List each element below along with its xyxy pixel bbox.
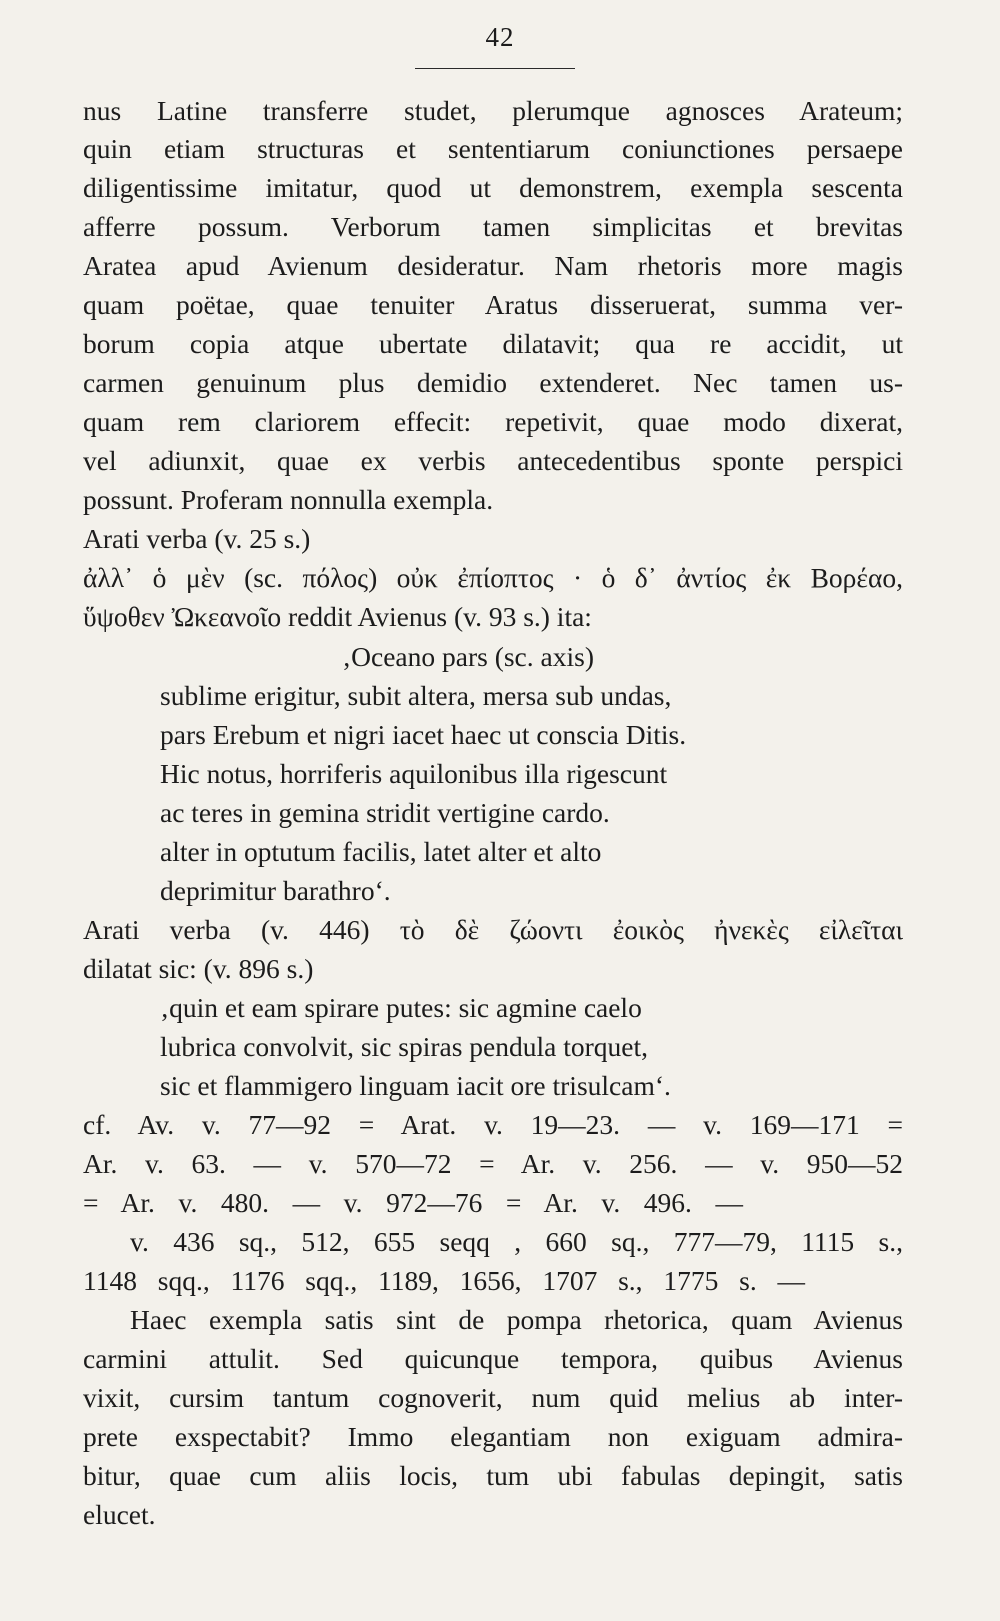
reference-line: 1148 sqq., 1176 sqq., 1189, 1656, 1707 s., 1775 s. — (83, 1265, 805, 1296)
quote-line: alter in optutum facilis, latet alter et alto (160, 836, 602, 867)
text-line: Aratea apud Avienum desideratur. Nam rhetoris more magis (83, 250, 903, 281)
reference-line: v. 436 sq., 512, 655 seqq , 660 sq., 777—79, 1115 s., (130, 1226, 903, 1257)
quote-line: ‚Oceano pars (sc. axis) (342, 641, 594, 672)
text-line: prete exspectabit? Immo elegantiam non exiguam admira- (83, 1421, 903, 1452)
text-line: Arati verba (v. 446) τὸ δὲ ζώοντι ἐοικὸς ἠνεκὲς εἰλεῖται (83, 914, 903, 945)
quote-line: pars Erebum et nigri iacet haec ut conscia Ditis. (160, 719, 687, 750)
quote-line: sic et flammigero linguam iacit ore trisulcam‘. (160, 1070, 671, 1101)
quote-line: deprimitur barathro‘. (160, 875, 391, 906)
text-line: vixit, cursim tantum cognoverit, num quid melius ab inter- (83, 1382, 903, 1413)
text-line: possunt. Proferam nonnulla exempla. (83, 484, 494, 515)
text-line: Arati verba (v. 25 s.) (83, 523, 311, 554)
text-line: bitur, quae cum aliis locis, tum ubi fabulas depingit, satis (83, 1460, 903, 1491)
text-line: quam poëtae, quae tenuiter Aratus disseruerat, summa ver- (83, 289, 903, 320)
quote-line: ‚quin et eam spirare putes: sic agmine caelo (160, 992, 642, 1023)
text-line: nus Latine transferre studet, plerumque agnosces Arateum; (83, 95, 903, 126)
text-line: carmini attulit. Sed quicunque tempora, quibus Avienus (83, 1343, 903, 1374)
text-line: quam rem clariorem effecit: repetivit, quae modo dixerat, (83, 406, 903, 437)
text-line: afferre possum. Verborum tamen simplicitas et brevitas (83, 211, 903, 242)
text-line: diligentissime imitatur, quod ut demonstrem, exempla sescenta (83, 172, 903, 203)
text-line: elucet. (83, 1499, 156, 1530)
quote-line: lubrica convolvit, sic spiras pendula torquet, (160, 1031, 649, 1062)
text-line: carmen genuinum plus demidio extenderet. Nec tamen us- (83, 367, 903, 398)
text-line: Haec exempla satis sint de pompa rhetorica, quam Avienus (130, 1304, 903, 1335)
quote-line: Hic notus, horriferis aquilonibus illa rigescunt (160, 758, 668, 789)
text-line: borum copia atque ubertate dilatavit; qua re accidit, ut (83, 328, 903, 359)
reference-line: = Ar. v. 480. — v. 972—76 = Ar. v. 496. — (83, 1187, 743, 1218)
text-line: vel adiunxit, quae ex verbis antecedentibus sponte perspici (83, 445, 903, 476)
quote-line: sublime erigitur, subit altera, mersa sub undas, (160, 680, 672, 711)
page-number: 42 (485, 22, 515, 52)
text-line: dilatat sic: (v. 896 s.) (83, 953, 314, 984)
reference-line: Ar. v. 63. — v. 570—72 = Ar. v. 256. — v. 950—52 (83, 1148, 903, 1179)
header-rule (415, 68, 575, 69)
greek-line: ἀλλ᾽ ὁ μὲν (sc. πόλος) οὐκ ἐπίοπτος · ὁ δ᾽ ἀντίος ἐκ Βορέαο, (83, 562, 903, 593)
text-line: quin etiam structuras et sententiarum coniunctiones persaepe (83, 133, 903, 164)
quote-line: ac teres in gemina stridit vertigine cardo. (160, 797, 610, 828)
reference-line: cf. Av. v. 77—92 = Arat. v. 19—23. — v. 169—171 = (83, 1109, 903, 1140)
greek-line: ὕψοθεν Ὠκεανοῖο reddit Avienus (v. 93 s.) ita: (83, 601, 592, 632)
